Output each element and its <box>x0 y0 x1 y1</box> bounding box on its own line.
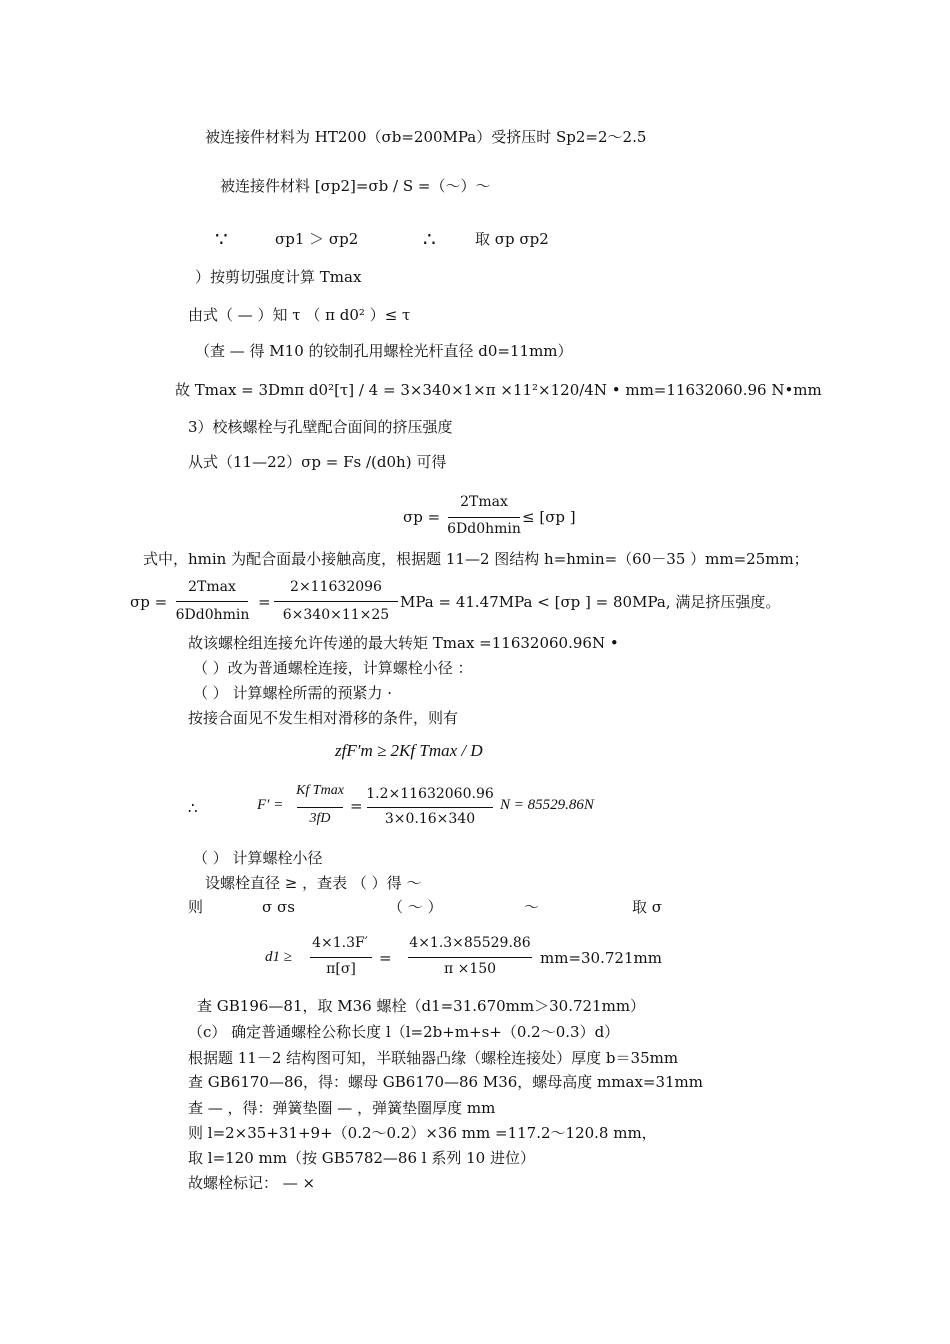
fprime-bar-numeric <box>367 807 493 808</box>
calc-equals: = <box>258 593 271 611</box>
calc-numerator-symbolic: 2Tmax <box>188 579 236 595</box>
line-bolt-marking: 故螺栓标记： — × <box>188 1174 316 1192</box>
line-shear-calc: ）按剪切强度计算 Tmax <box>195 268 362 286</box>
fprime-denominator-numeric: 3×0.16×340 <box>384 811 476 827</box>
calc-result: MPa = 41.47MPa < [σp ] = 80MPa, 满足挤压强度。 <box>400 593 781 611</box>
calc-bar-symbolic <box>176 601 248 602</box>
line-bolt-length: （c） 确定普通螺栓公称长度 l（l=2b+m+s+（0.2～0.3）d） <box>188 1023 620 1041</box>
line-then-label: 则 <box>188 898 204 916</box>
line-then-sigma: σ σs <box>262 898 295 916</box>
line-max-torque: 故该螺栓组连接允许传递的最大转矩 Tmax =11632060.96N • <box>188 634 619 652</box>
d1-bar-symbolic <box>310 957 372 958</box>
d1-lhs: d1 ≥ <box>265 949 292 965</box>
d1-denominator-numeric: π ×150 <box>443 961 497 977</box>
section-3-heading: 3）校核螺栓与孔壁配合面间的挤压强度 <box>188 418 453 436</box>
calc-denominator-symbolic: 6Dd0hmin <box>175 607 250 623</box>
fprime-numerator-numeric: 1.2×11632060.96 <box>366 786 494 802</box>
calc-sigma-lhs: σp = <box>130 593 168 611</box>
line-flange-thickness: 根据题 11－2 结构图可知，半联轴器凸缘（螺栓连接处）厚度 b＝35mm <box>188 1049 679 1067</box>
line-ordinary-bolt: （ ）改为普通螺栓连接，计算螺栓小径 ： <box>193 659 473 677</box>
line-from-formula: 由式（ — ）知 τ （ π d0² ）≤ τ <box>188 306 411 324</box>
d1-denominator-symbolic: π[σ] <box>326 961 356 977</box>
line-length-calc: 则 l=2×35+31+9+（0.2～0.2）×36 mm =117.2～120.8 mm， <box>188 1124 657 1142</box>
fprime-numerator-symbolic: Kf Tmax <box>296 783 344 798</box>
because-symbol: ∵ <box>215 227 228 251</box>
therefore-symbol: ∴ <box>423 227 436 251</box>
line-allowable-stress: 被连接件材料 [σp2]=σb / S =（～）～ <box>220 177 491 195</box>
line-gb196: 查 GB196—81，取 M36 螺栓（d1=31.670mm＞30.721mm） <box>197 997 646 1015</box>
fprime-equals: = <box>350 797 363 815</box>
fprime-lhs: F′ = <box>257 797 284 813</box>
line-hmin-definition: 式中，hmin 为配合面最小接触高度，根据题 11—2 图结构 h=hmin=（60－35 ）mm=25mm； <box>143 550 809 568</box>
line-bolt-minor-diameter: （ ） 计算螺栓小径 <box>193 849 323 867</box>
formula-sigma-lhs: σp = <box>403 508 441 526</box>
fprime-bar-symbolic <box>297 807 343 808</box>
d1-bar-numeric <box>408 957 532 958</box>
fprime-denominator-symbolic: 3fD <box>309 811 331 826</box>
line-material-ht200: 被连接件材料为 HT200（σb=200MPa）受挤压时 Sp2=2～2.5 <box>205 128 647 146</box>
line-sigma-compare: σp1 ＞ σp2 <box>275 230 359 248</box>
line-preload: （ ） 计算螺栓所需的预紧力 · <box>193 684 393 702</box>
calc-bar-numeric <box>274 601 398 602</box>
d1-numerator-numeric: 4×1.3×85529.86 <box>409 935 531 951</box>
d1-numerator-symbolic: 4×1.3F′ <box>312 935 368 951</box>
calc-numerator-numeric: 2×11632096 <box>290 579 382 595</box>
line-tmax-result: 故 Tmax = 3Dmπ d0²[τ] / 4 = 3×340×1×π ×11²×120/4N • mm=11632060.96 N•mm <box>175 381 822 399</box>
fprime-result: N = 85529.86N <box>500 797 594 813</box>
line-then-tilde: ～ <box>524 898 540 916</box>
therefore-symbol-2: ∴ <box>188 799 198 817</box>
line-length-choice: 取 l=120 mm（按 GB5782—86 l 系列 10 进位） <box>188 1149 535 1167</box>
d1-equals: = <box>379 949 392 967</box>
formula-no-slip: zfF′m ≥ 2Kf Tmax / D <box>335 741 483 760</box>
formula-sigma-denominator: 6Dd0hmin <box>447 521 521 537</box>
line-nut-height: 查 GB6170—86，得：螺母 GB6170—86 M36，螺母高度 mmax=31mm <box>188 1073 704 1091</box>
line-then-take: 取 σ <box>632 898 663 916</box>
line-spring-washer: 查 — ，得：弹簧垫圈 — ，弹簧垫圈厚度 mm <box>188 1099 496 1117</box>
formula-sigma-bar <box>448 517 520 518</box>
line-lookup-m10: （查 — 得 M10 的铰制孔用螺栓光杆直径 d0=11mm） <box>195 342 573 360</box>
formula-sigma-numerator: 2Tmax <box>460 494 508 510</box>
line-from-11-22: 从式（11—22）σp = Fs /(d0h) 可得 <box>188 453 447 471</box>
line-then-range: （ ～ ） <box>388 898 443 916</box>
line-take-sigma: 取 σp σp2 <box>475 230 549 248</box>
line-no-slip: 按接合面见不发生相对滑移的条件，则有 <box>188 709 459 727</box>
line-assume-diameter: 设螺栓直径 ≥ ，查表 （ ）得 ～ <box>205 874 422 892</box>
calc-denominator-numeric: 6×340×11×25 <box>282 607 390 623</box>
d1-result: mm=30.721mm <box>540 949 662 967</box>
formula-sigma-rhs: ≤ [σp ] <box>522 508 576 526</box>
